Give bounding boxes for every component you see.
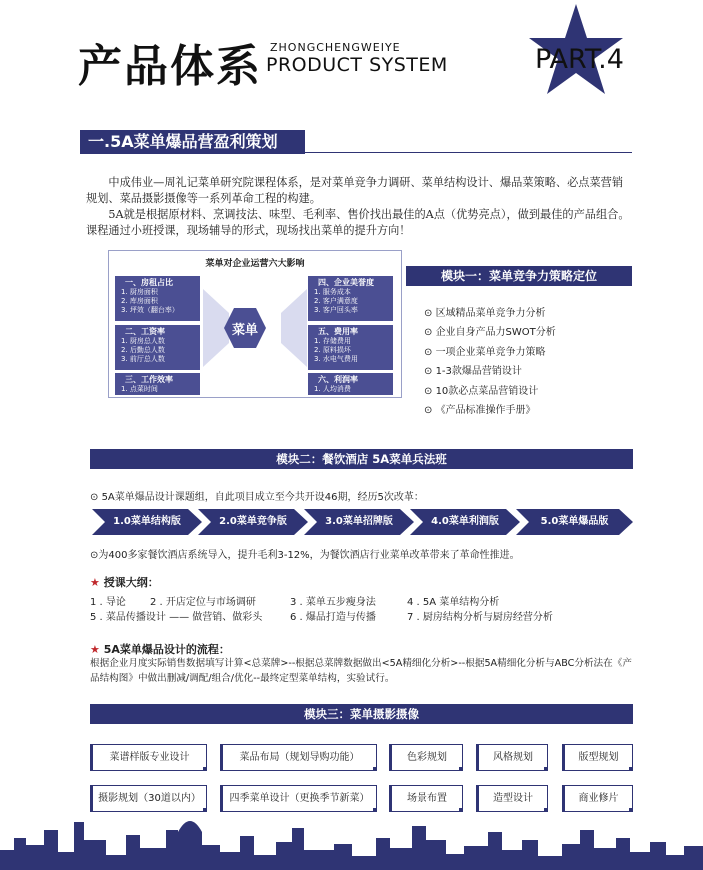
- impact-box-expense: [308, 325, 393, 370]
- box-line: 1. 存储费用: [314, 337, 351, 345]
- star-bullet-icon: ★: [90, 576, 100, 589]
- module2-note: ⊙为400多家餐饮酒店系统导入，提升毛利3-12%，为餐饮酒店行业菜单改革带来了革命性推进。: [90, 550, 520, 561]
- box-title: 六、利润率: [318, 375, 358, 384]
- module2-description-text: 5A菜单爆品设计课题组，自此项目成立至今共开设46期，经历5次改革：: [101, 492, 424, 503]
- list-item: ⊙ 企业自身产品力SWOT分析: [424, 327, 556, 339]
- box-title: 二、工资率: [125, 327, 165, 336]
- list-item-label: 区域精品菜单竞争力分析: [435, 308, 546, 319]
- intro-paragraph: 中成伟业—周礼记菜单研究院课程体系，是对菜单竞争力调研、菜单结构设计、爆品菜策略、必点菜营销规划、菜品摄影摄像等一系列革命工程的构建。: [86, 176, 624, 205]
- module1-heading: 模块一：菜单竞争力策略定位: [406, 266, 632, 286]
- box-line: 1. 人均消费: [314, 385, 351, 393]
- box-line: 3. 坪效（翻台率）: [121, 306, 179, 314]
- outline-item: 1 . 导论: [90, 597, 126, 608]
- service-tag: 四季菜单设计（更换季节新菜）: [220, 785, 377, 812]
- service-tag: 造型设计: [476, 785, 548, 812]
- diagram-title: 菜单对企业运营六大影响: [205, 259, 305, 269]
- box-line: 3. 前厅总人数: [121, 355, 165, 363]
- service-tag: 场景布置: [389, 785, 463, 812]
- impact-box-wage: [115, 325, 200, 370]
- list-item-label: 一项企业菜单竞争力策略: [435, 346, 546, 358]
- outline-item: 3 . 菜单五步瘦身法: [290, 597, 376, 608]
- section-heading: 一.5A菜单爆品营盈利策划: [80, 130, 305, 154]
- impact-box-reputation: [308, 276, 393, 321]
- version-step: [92, 509, 202, 535]
- box-line: 1. 点菜时间: [121, 385, 158, 393]
- outline-title: [90, 574, 159, 590]
- version-step-label: 3.0菜单招牌版: [325, 516, 393, 527]
- outline-item: 5 . 菜品传播设计 —— 做营销、做彩头: [90, 612, 263, 623]
- impact-box-rent: [115, 276, 200, 321]
- list-item: ⊙ 区域精品菜单竞争力分析: [424, 308, 546, 319]
- version-step-label: 2.0菜单竞争版: [219, 516, 287, 527]
- flow-text: 根据企业月度实际销售数据填写计算<总菜牌>--根据总菜牌数据做出<5A精细化分析>--根据5A精细化分析与ABC分析法在《产品结构图》中做出删减/调配/组合/优化--最终定型菜单结构，实验试行。: [90, 658, 632, 684]
- list-item: ⊙ 1-3款爆品营销设计: [424, 366, 522, 378]
- service-tag: 菜品布局（规划导购功能）: [220, 744, 377, 771]
- service-tag: 商业修片: [562, 785, 633, 812]
- service-tag: 菜谱样版专业设计: [90, 744, 207, 771]
- outline-title-text: 授课大纲：: [103, 576, 159, 589]
- box-line: 1. 厨房面积: [121, 288, 158, 296]
- impact-box-profit: [308, 373, 393, 395]
- star-bullet-icon: ★: [90, 643, 100, 656]
- page-title: 产品体系: [78, 41, 262, 92]
- outline-list: [90, 593, 635, 623]
- impact-diagram: [108, 250, 402, 398]
- version-step-label: 4.0菜单利润版: [431, 516, 499, 527]
- diagram-center-label: 菜单: [231, 323, 258, 338]
- module2-heading: 模块二：餐饮酒店 5A菜单兵法班: [90, 449, 633, 469]
- box-title: 三、工作效率: [125, 375, 173, 384]
- version-step: [410, 509, 520, 535]
- page-subtitle-large: PRODUCT SYSTEM: [266, 54, 448, 76]
- list-item: ⊙ 一项企业菜单竞争力策略: [424, 346, 546, 358]
- box-line: 1. 厨房总人数: [121, 337, 165, 345]
- page-subtitle-small: ZHONGCHENGWEIYE: [270, 41, 401, 54]
- outline-item: 2 . 开店定位与市场调研: [150, 597, 256, 608]
- module1-list: [424, 304, 556, 420]
- intro-text: [86, 175, 632, 239]
- list-item-label: 《产品标准操作手册》: [435, 405, 536, 417]
- module2-note-text: 为400多家餐饮酒店系统导入，提升毛利3-12%，为餐饮酒店行业菜单改革带来了革命性推进。: [98, 550, 520, 561]
- version-step: [304, 509, 414, 535]
- box-line: 2. 原料损坏: [314, 346, 351, 354]
- module2-description: ⊙ 5A菜单爆品设计课题组，自此项目成立至今共开设46期，经历5次改革：: [90, 492, 424, 503]
- outline-item: 4 . 5A 菜单结构分析: [407, 597, 500, 608]
- box-line: 3. 水电气费用: [314, 355, 358, 363]
- box-line: 2. 后勤总人数: [121, 346, 165, 354]
- list-item: ⊙ 10款必点菜品营销设计: [424, 385, 539, 397]
- city-skyline-image: [0, 800, 703, 870]
- version-step-label: 5.0菜单爆品版: [540, 516, 609, 527]
- box-title: 四、企业美誉度: [318, 278, 374, 287]
- box-title: 五、费用率: [318, 327, 358, 336]
- service-tag: 摄影规划（30道以内）: [90, 785, 207, 812]
- box-line: 2. 客户满意度: [314, 297, 358, 305]
- impact-box-efficiency: [115, 373, 200, 395]
- list-item: ⊙ 《产品标准操作手册》: [424, 405, 536, 417]
- service-tag: 色彩规划: [389, 744, 463, 771]
- list-item-label: 1-3款爆品营销设计: [435, 366, 522, 378]
- part-label: PART.4: [535, 44, 624, 75]
- module3-heading: 模块三：菜单摄影摄像: [90, 704, 633, 724]
- box-line: 1. 服务成本: [314, 288, 351, 296]
- box-title: 一、房租占比: [125, 278, 173, 287]
- list-item-label: 10款必点菜品营销设计: [435, 385, 539, 397]
- service-tag: 版型规划: [562, 744, 633, 771]
- flow-title: [90, 641, 230, 657]
- version-step: [516, 509, 633, 535]
- version-step-label: 1.0菜单结构版: [113, 516, 181, 527]
- box-line: 2. 库房面积: [121, 297, 158, 305]
- outline-item: 6 . 爆品打造与传播: [290, 612, 376, 623]
- service-tag: 风格规划: [476, 744, 548, 771]
- intro-paragraph: 5A就是根据原材料、烹调技法、味型、毛利率、售价找出最佳的A点（优势亮点），做到最佳的产品组合。课程通过小班授课，现场辅导的形式，现场找出菜单的提升方向！: [86, 208, 630, 237]
- section-divider: [80, 152, 632, 153]
- version-step: [198, 509, 308, 535]
- list-item-label: 企业自身产品力SWOT分析: [435, 327, 556, 339]
- box-line: 3. 客户回头率: [314, 306, 358, 314]
- flow-title-text: 5A菜单爆品设计的流程：: [103, 643, 230, 656]
- outline-item: 7 . 厨房结构分析与厨房经营分析: [407, 612, 553, 623]
